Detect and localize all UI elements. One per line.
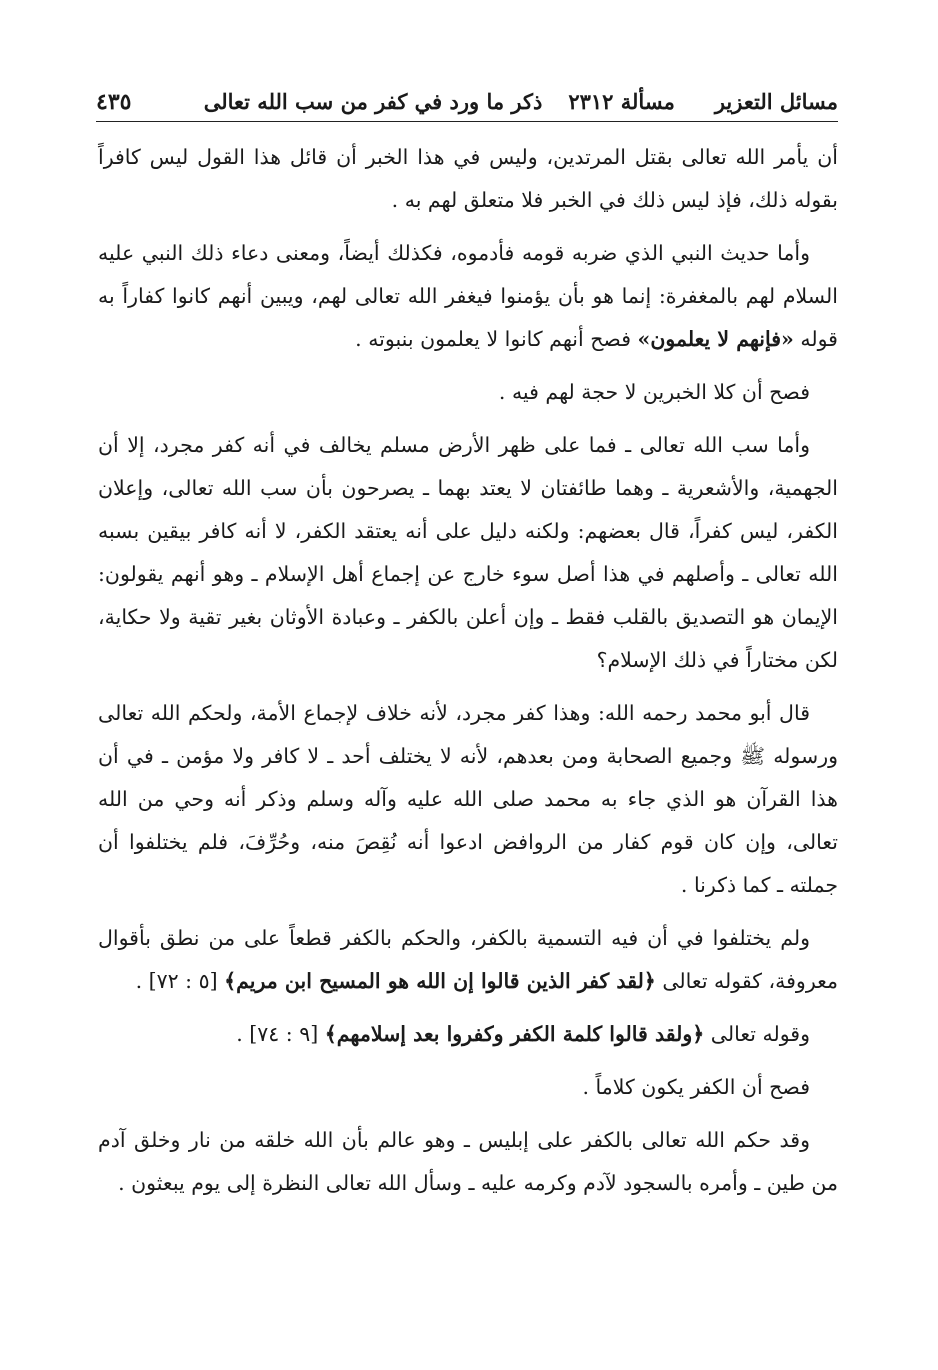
running-header	[96, 80, 838, 116]
paragraph	[98, 232, 838, 361]
paragraph-text: [٩ : ٧٤] .	[236, 1022, 325, 1046]
paragraph-text: ولم يختلفوا في أن فيه التسمية بالكفر، والحكم بالكفر قطعاً على من نطق بأقوال معروفة، كقوله تعالى	[98, 926, 838, 993]
quoted-verse: ﴿لقد كفر الذين قالوا إن الله هو المسيح ابن مريم﴾	[224, 969, 656, 993]
issue-heading	[131, 88, 674, 116]
paragraph-text: وقد حكم الله تعالى بالكفر على إبليس ـ وهو عالم بأن الله خلقه من نار وخلق آدم من طين ـ وأمره بالسجود لآدم وكرمه عليه ـ وسأل الله تعالى النظرة إلى يوم يبعثون .	[98, 1128, 838, 1195]
book-title: مسائل التعزير	[714, 89, 838, 114]
issue-label: مسألة ٢٣١٢	[568, 89, 675, 114]
paragraph-text: فصح أن كلا الخبرين لا حجة لهم فيه .	[498, 380, 810, 404]
paragraph	[98, 917, 838, 1003]
page-number: ٤٣٥	[96, 89, 132, 115]
issue-title: ذكر ما ورد في كفر من سب الله تعالى	[203, 89, 543, 114]
paragraph	[98, 1013, 838, 1056]
page-body	[98, 136, 838, 1215]
paragraph-text: فصح أنهم كانوا لا يعلمون بنبوته .	[355, 327, 638, 351]
quoted-verse: «فإنهم لا يعلمون»	[637, 327, 794, 351]
paragraph-text: أن يأمر الله تعالى بقتل المرتدين، وليس في هذا الخبر أن قائل هذا القول ليس كافراً بقوله ذلك، فإذ ليس ذلك في الخبر فلا متعلق لهم به .	[98, 145, 838, 212]
paragraph	[98, 692, 838, 907]
paragraph-text: وأما حديث النبي الذي ضربه قومه فأدموه، فكذلك أيضاً، ومعنى دعاء ذلك النبي عليه السلام لهم بالمغفرة: إنما هو بأن يؤمنوا فيغفر الله تعالى لهم، ويبين أنهم كانوا كفاراً به قوله	[98, 241, 838, 351]
paragraph-text: فصح أن الكفر يكون كلاماً .	[582, 1075, 810, 1099]
paragraph-text: وقوله تعالى	[704, 1022, 810, 1046]
quoted-verse: ﴿ولقد قالوا كلمة الكفر وكفروا بعد إسلامهم﴾	[324, 1022, 705, 1046]
paragraph	[98, 1066, 838, 1109]
paragraph	[98, 371, 838, 414]
paragraph-text: قال أبو محمد رحمه الله: وهذا كفر مجرد، لأنه خلاف لإجماع الأمة، ولحكم الله تعالى ورسوله ﷺ وجميع الصحابة ومن بعدهم، لأنه لا يختلف أحد ـ لا كافر ولا مؤمن ـ في أن هذا القرآن هو الذي جاء به محمد صلى الله عليه وآله وسلم وذكر أنه وحي من الله تعالى، وإن كان قوم كفار من الروافض ادعوا أنه نُقِصَ منه، وحُرِّفَ، فلم يختلفوا أن جملته ـ كما ذكرنا .	[98, 701, 838, 897]
paragraph-text: وأما سب الله تعالى ـ فما على ظهر الأرض مسلم يخالف في أنه كفر مجرد، إلا أن الجهمية، والأشعرية ـ وهما طائفتان لا يعتد بهما ـ يصرحون بأن سب الله تعالى، وإعلان الكفر، ليس كفراً، قال بعضهم: ولكنه دليل على أنه يعتقد الكفر، لا أنه كافر بيقين بسبه الله تعالى ـ وأصلهم في هذا أصل سوء خارج عن إجماع أهل الإسلام ـ وهو أنهم يقولون: الإيمان هو التصديق بالقلب فقط ـ وإن أعلن بالكفر ـ وعبادة الأوثان بغير تقية ولا حكاية، لكن مختاراً في ذلك الإسلام؟	[98, 433, 838, 672]
paragraph	[98, 136, 838, 222]
paragraph	[98, 424, 838, 682]
paragraph	[98, 1119, 838, 1205]
header-divider	[96, 121, 838, 122]
paragraph-text: [٥ : ٧٢] .	[135, 969, 225, 993]
